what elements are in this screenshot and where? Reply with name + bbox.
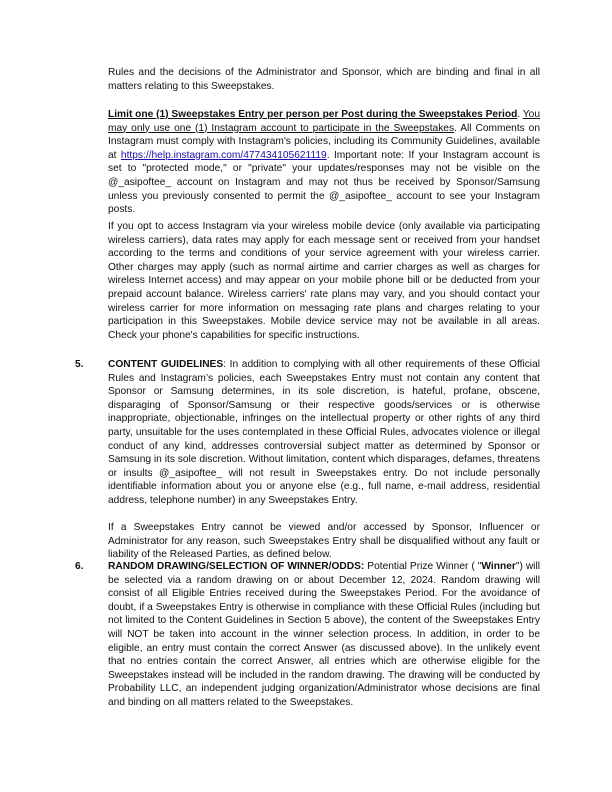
punctuation: . [517, 109, 523, 120]
one-account-rule: You may only use one (1) Instagram account to participate in the Sweepstakes [108, 109, 540, 134]
section-heading: CONTENT GUIDELINES [108, 359, 224, 370]
paragraph-wireless: If you opt to access Instagram via your wireless mobile device (only available via participating wireless carriers), data rates may apply for each message sent or received from your handset according to the terms and conditions of your service agreement with your wireless carrier. Other charges may apply (such as normal airtime and carrier charges as well as charges for wireless Internet access) and may appear on your mobile phone bill or be deducted from your prepaid account balance. Wireless carriers' rate plans may vary, and you should contact your wireless carrier for more information on messaging rate plans and charges relating to your participation in this Sweepstakes. Mobile device service may not be available in all areas. Check your phone's capabilities for specific instructions. [108, 221, 540, 341]
paragraph-rules-decisions: Rules and the decisions of the Administrator and Sponsor, which are binding and final in all matters relating to this Sweepstakes. [108, 67, 540, 92]
section-text: : In addition to complying with all other requirements of these Official Rules and Instagram’s policies, each Sweepstakes Entry must not contain any content that Sponsor or Samsung determines, in its sole discretion, is hateful, profane, obscene, disparaging of Sponsor/Samsung or their respective goods/services or is otherwise inappropriate, objectionable, infringes on the intellectual property or other rights of any third party, unsuitable for the uses contemplated in these Official Rules, advocates violence or illegal conduct of any kind, addresses controversial subject matter as determined by Sponsor or Samsung in its sole discretion. Without limitation, content which disparages, defames, threatens or insults @_asipoftee_ will not result in Sweepstakes entry. Do not include personally identifiable information about you or anyone else (e.g., full name, e-mail address, residential address, telephone number) in any Sweepstakes Entry. [108, 359, 540, 506]
limit-text-2: . Important note: If your Instagram account is set to "protected mode," or "private" your updates/responses may not be visible on the @_asipoftee_ account on Instagram and may not thus be received by Sponsor/Samsung unless you previously consented to permit the @_asipoftee_ account to see your Instagram posts. [108, 149, 540, 216]
section-number: 6. [75, 561, 84, 572]
section-text-1: Potential Prize Winner ( " [364, 561, 482, 572]
section-5-paragraph-1 [108, 358, 540, 508]
paragraph-entry-limit [108, 108, 540, 217]
instagram-help-link[interactable]: https://help.instagram.com/477434105621119 [120, 149, 327, 161]
section-6-paragraph [108, 560, 540, 710]
section-text-2: ") will be selected via a random drawing on or about December 12, 2024. Random drawing will consist of all Eligible Entries received during the Sweepstakes Period. For the avoidance of doubt, if a Sweepstakes Entry is otherwise in compliance with these Official Rules (including but not limited to the Content Guidelines in Section 5 above), the content of the Sweepstakes Entry will NOT be taken into account in the winner selection process. In addition, in order to be eligible, an entry must contain the correct Answer (as discussed above). In the unlikely event that no entries contain the correct Answer, all entries which are otherwise eligible for the Sweepstakes instead will be included in the random drawing. The drawing will be conducted by Probability LLC, an independent judging organization/Administrator whose decisions are final and binding on all matters related to the Sweepstakes. [108, 561, 540, 708]
winner-term: Winner [481, 561, 516, 572]
entry-limit-heading: Limit one (1) Sweepstakes Entry per person per Post during the Sweepstakes Period [108, 109, 518, 120]
section-number: 5. [75, 359, 84, 370]
section-6-random-drawing [75, 560, 540, 710]
limit-text-1: . All Comments on Instagram must comply with Instagram's policies, including its Community Guidelines, available at [108, 122, 540, 161]
section-5-paragraph-2: If a Sweepstakes Entry cannot be viewed and/or accessed by Sponsor, Influencer or Administrator for any reason, such Sweepstakes Entry shall be disqualified without any fault or liability of the Released Parties, as defined below. [108, 522, 540, 561]
section-heading: RANDOM DRAWING/SELECTION OF WINNER/ODDS: [108, 561, 365, 572]
section-5-content-guidelines [75, 358, 540, 562]
